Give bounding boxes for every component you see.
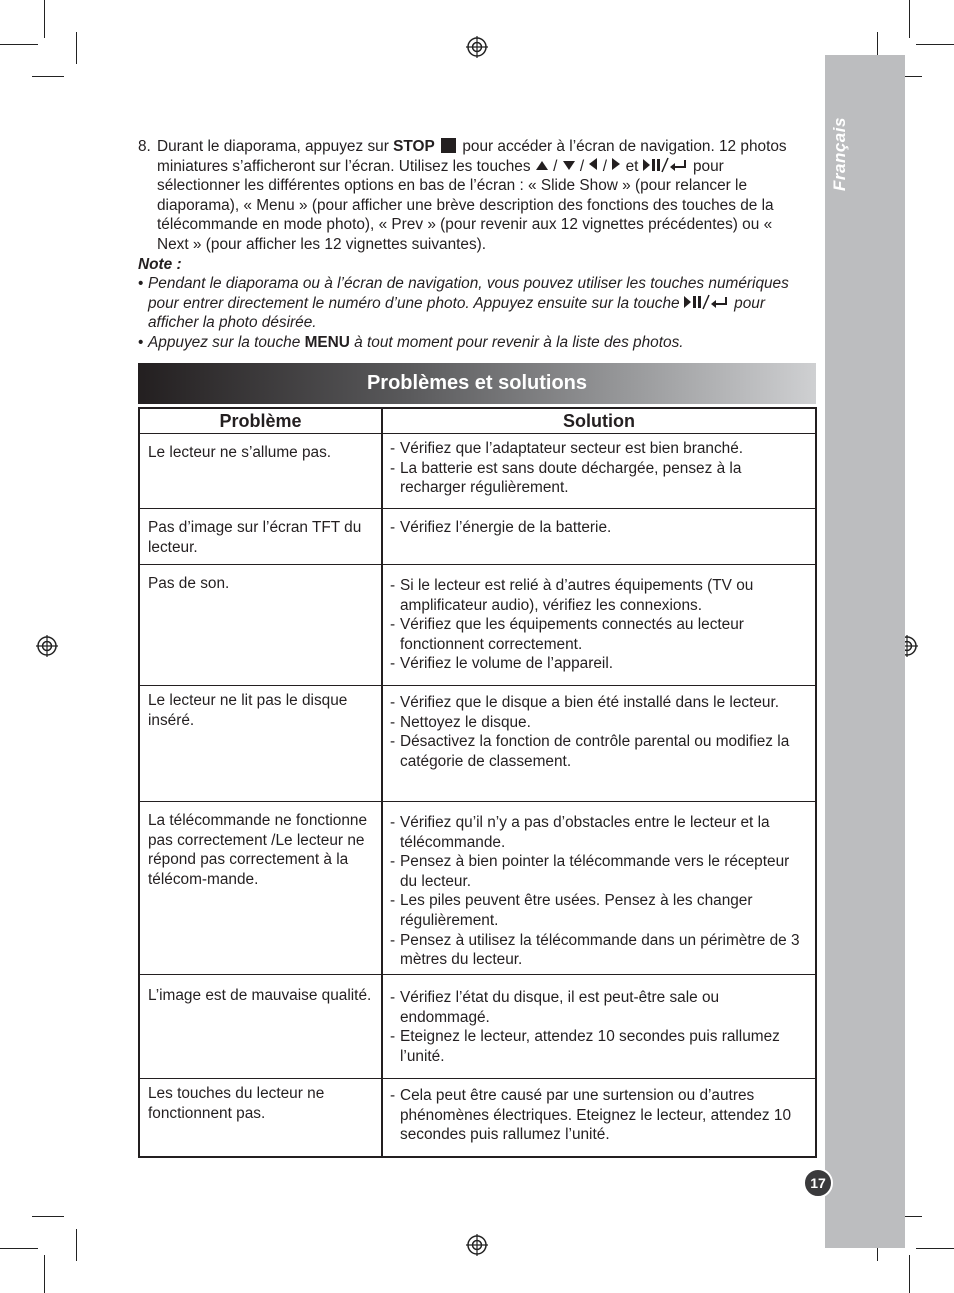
- solution-cell: [383, 565, 815, 685]
- note-text-part: Pendant le diaporama ou à l’écran de navigation, vous pouvez utiliser les touches numériques pour entrer directement le numéro d’une photo. Appuyez ensuite sur la touche: [148, 275, 789, 312]
- solution-item: [390, 1086, 809, 1145]
- solution-item: [390, 891, 809, 930]
- solution-cell: [383, 975, 815, 1078]
- problem-cell: Pas de son.: [140, 565, 383, 685]
- solution-text: La batterie est sans doute déchargée, pensez à la recharger régulièrement.: [400, 459, 742, 497]
- language-side-tab: [825, 55, 905, 1248]
- solution-item: [390, 1027, 809, 1066]
- separator: /: [598, 157, 612, 175]
- solution-text: Vérifiez le volume de l’appareil.: [400, 655, 614, 673]
- dash: -: [390, 440, 396, 457]
- solution-text: Désactivez la fonction de contrôle parental ou modifiez la catégorie de classement.: [400, 733, 790, 770]
- note-text-part: pour afficher la photo désirée.: [148, 294, 765, 332]
- solution-text: Cela peut être causé par une surtension ou d’autres phénomènes électriques. Eteignez le lecteur, attendez 10 secondes puis rallumez l’unité.: [400, 1087, 792, 1144]
- solution-text: Vérifiez qu’il n’y a pas d’obstacles entre le lecteur et la télécommande.: [400, 814, 770, 851]
- dash: -: [390, 713, 396, 731]
- crop-mark: [44, 1255, 45, 1293]
- note-item: [138, 274, 806, 333]
- arrow-down-icon: [563, 161, 575, 170]
- play-pause-enter-icon: [643, 157, 689, 173]
- problem-cell: L’image est de mauvaise qualité.: [140, 975, 383, 1078]
- dash: -: [390, 459, 396, 477]
- solution-item: [390, 459, 809, 498]
- dash: -: [390, 853, 396, 871]
- crop-mark: [76, 1229, 77, 1261]
- problem-cell: Le lecteur ne lit pas le disque inséré.: [140, 686, 383, 801]
- crop-mark: [44, 0, 45, 38]
- step-text: et: [621, 157, 643, 175]
- solution-cell: [383, 509, 815, 564]
- table-row: [140, 433, 815, 508]
- dash: -: [390, 655, 396, 673]
- solution-item: [390, 518, 809, 538]
- solution-text: Les piles peuvent être usées. Pensez à les changer régulièrement.: [400, 892, 753, 929]
- note-title: Note :: [138, 255, 182, 273]
- step-text: pour sélectionner les différentes options en bas de l’écran : « Slide Show » (pour relancer le diaporama), « Menu » (pour afficher une brève description des fonctions des touches de la télécommande en mode photo), « Prev » (pour revenir aux 12 vignettes précédentes) ou « Next » (pour afficher les 12 vignettes suivantes).: [157, 157, 774, 253]
- separator: /: [575, 157, 589, 175]
- solution-item: [390, 813, 809, 852]
- note-text: [148, 333, 684, 353]
- stop-key-label: STOP: [393, 138, 435, 155]
- table-row: [140, 564, 815, 685]
- step-text: Durant le diaporama, appuyez sur: [157, 138, 394, 155]
- separator: /: [548, 157, 562, 175]
- crop-mark: [32, 76, 64, 77]
- arrow-left-icon: [589, 158, 597, 170]
- solution-cell: [383, 686, 815, 801]
- arrow-up-icon: [536, 161, 548, 170]
- solution-cell: [383, 1079, 815, 1156]
- intro-text: [138, 137, 806, 353]
- solution-item: [390, 732, 809, 771]
- solution-item: [390, 654, 809, 674]
- crop-mark: [916, 44, 954, 45]
- solution-text: Nettoyez le disque.: [400, 713, 531, 731]
- table-row: [140, 801, 815, 974]
- solution-item: [390, 693, 809, 713]
- section-title: Problèmes et solutions: [138, 363, 816, 404]
- table-row: [140, 1078, 815, 1156]
- stop-icon: [441, 138, 456, 153]
- solution-text: Pensez à bien pointer la télécommande vers le récepteur du lecteur.: [400, 853, 790, 890]
- table-header-row: [140, 409, 815, 433]
- solution-item: [390, 615, 809, 654]
- solution-text: Vérifiez l’énergie de la batterie.: [400, 519, 612, 536]
- solution-item: [390, 852, 809, 891]
- bullet: •: [138, 275, 144, 293]
- solution-text: Eteignez le lecteur, attendez 10 secondes puis rallumez l’unité.: [400, 1028, 780, 1065]
- troubleshooting-table: [138, 407, 817, 1158]
- dash: -: [390, 616, 396, 634]
- problem-cell: Pas d’image sur l’écran TFT du lecteur.: [140, 509, 383, 564]
- dash: -: [390, 577, 396, 594]
- step-body: [157, 137, 806, 255]
- solution-text: Vérifiez l’état du disque, il est peut-être sale ou endommagé.: [400, 989, 720, 1026]
- crop-mark: [0, 1248, 38, 1249]
- step-text: pour accéder à l’écran de navigation. 12 photos miniatures s’afficheront sur l’écran. Utilisez les touches: [157, 138, 787, 175]
- registration-mark-icon: [466, 1234, 488, 1256]
- solution-item: [390, 576, 809, 615]
- solution-item: [390, 439, 809, 459]
- solution-cell: [383, 434, 815, 508]
- table-row: [140, 685, 815, 801]
- page-number: 17: [803, 1168, 833, 1198]
- crop-mark: [32, 1216, 64, 1217]
- problem-cell: La télécommande ne fonctionne pas correctement /Le lecteur ne répond pas correctement à la télécom-mande.: [140, 802, 383, 974]
- note-item: [138, 333, 806, 353]
- problem-cell: Les touches du lecteur ne fonctionnent pas.: [140, 1079, 383, 1156]
- column-header-problem: Problème: [140, 409, 383, 433]
- dash: -: [390, 1028, 396, 1046]
- registration-mark-icon: [466, 36, 488, 58]
- column-header-solution: Solution: [563, 411, 635, 431]
- dash: -: [390, 931, 396, 949]
- dash: -: [390, 519, 396, 536]
- solution-text: Vérifiez que les équipements connectés au lecteur fonctionnent correctement.: [400, 616, 744, 653]
- crop-mark: [0, 44, 38, 45]
- note-text-part: à tout moment pour revenir à la liste des photos.: [349, 333, 684, 351]
- step-number: 8.: [138, 138, 151, 155]
- language-label: Français: [830, 117, 849, 191]
- solution-item: [390, 931, 809, 970]
- table-row: [140, 508, 815, 564]
- dash: -: [390, 1087, 396, 1104]
- solution-text: Pensez à utilisez la télécommande dans un périmètre de 3 mètres du lecteur.: [400, 931, 800, 969]
- note-text-part: Appuyez sur la touche: [148, 333, 305, 351]
- note-text: [148, 274, 806, 333]
- menu-key-label: MENU: [304, 333, 350, 351]
- dash: -: [390, 694, 396, 711]
- crop-mark: [76, 32, 77, 64]
- step-8: [138, 137, 806, 255]
- play-pause-enter-icon: [684, 294, 730, 310]
- dash: -: [390, 733, 396, 751]
- dash: -: [390, 892, 396, 910]
- crop-mark: [909, 1255, 910, 1293]
- crop-mark: [916, 1248, 954, 1249]
- solution-text: Si le lecteur est relié à d’autres équipements (TV ou amplificateur audio), vérifiez les connexions.: [400, 577, 754, 614]
- solution-text: Vérifiez que l’adaptateur secteur est bien branché.: [400, 440, 744, 457]
- dash: -: [390, 814, 396, 831]
- registration-mark-icon: [36, 635, 58, 657]
- solution-item: [390, 988, 809, 1027]
- dash: -: [390, 989, 396, 1006]
- crop-mark: [909, 0, 910, 38]
- solution-text: Vérifiez que le disque a bien été installé dans le lecteur.: [400, 694, 780, 711]
- problem-cell: Le lecteur ne s’allume pas.: [140, 434, 383, 508]
- arrow-right-icon: [612, 158, 620, 170]
- bullet: •: [138, 333, 144, 351]
- table-row: [140, 974, 815, 1078]
- solution-cell: [383, 802, 815, 974]
- solution-item: [390, 713, 809, 733]
